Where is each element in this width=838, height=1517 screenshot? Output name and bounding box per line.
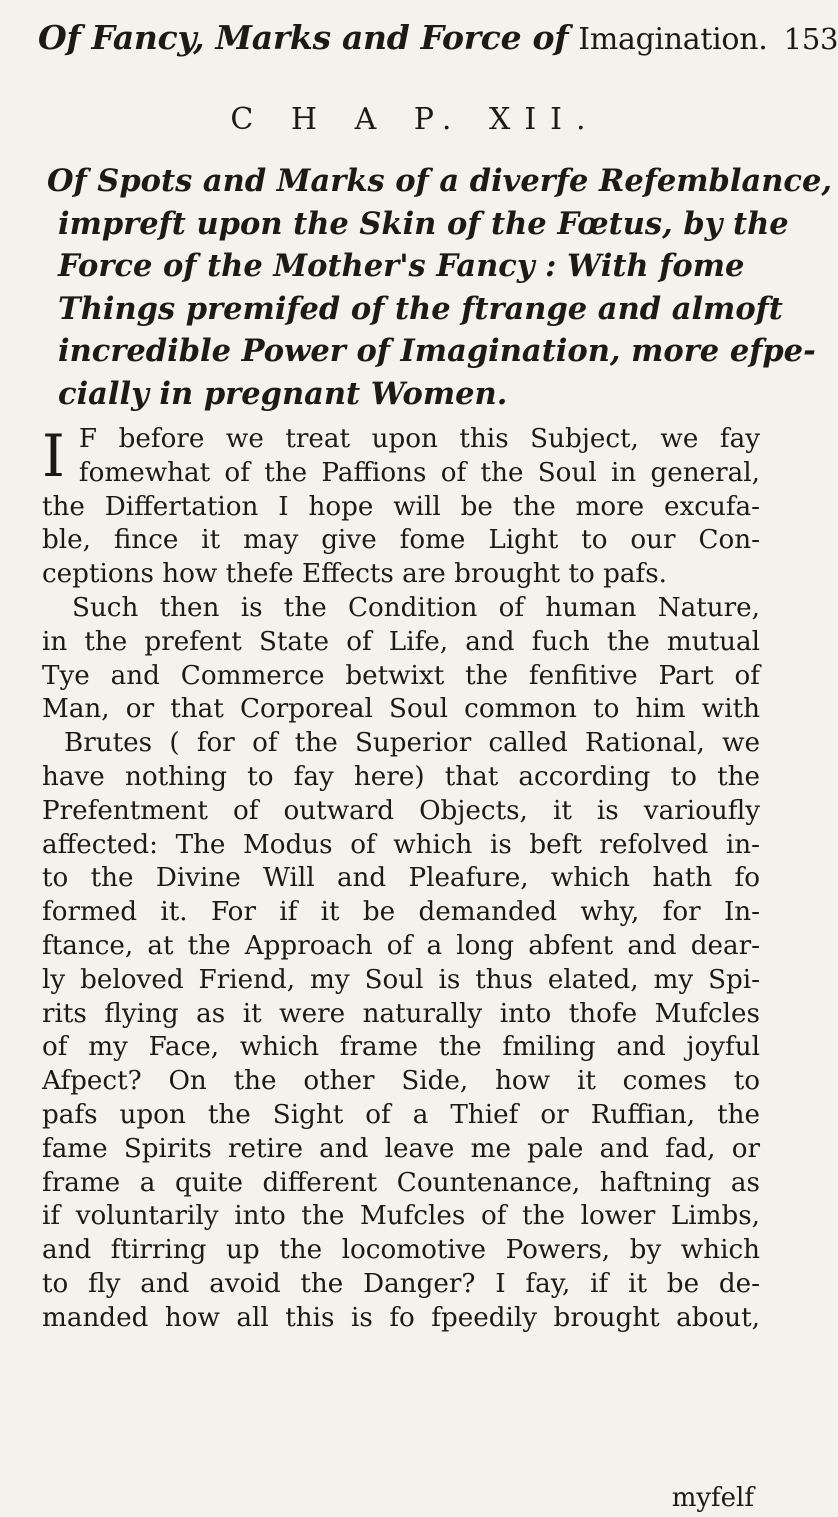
text-line: Prefentment of outward Objects, it is varioufly [42,795,760,826]
page-number: 153 [783,22,838,56]
text-line: pafs upon the Sight of a Thief or Ruffian, the [42,1099,760,1130]
chapter-label: C H A P. XII. [230,102,600,137]
chapter-title [47,160,832,415]
text-line: ftance, at the Approach of a long abfent and dear- [42,930,760,961]
drop-cap: I [42,422,65,490]
text-line: to the Divine Will and Pleafure, which hath fo [42,863,760,894]
text-line: affected: The Modus of which is beft refolved in- [42,829,760,860]
text-line: manded how all this is fo fpeedily brought about, [42,1302,760,1333]
body-text [42,423,760,1336]
text-line: to fly and avoid the Danger? I fay, if it be de- [42,1268,760,1299]
text-line: Afpect? On the other Side, how it comes to [42,1066,760,1097]
text-line: rits flying as it were naturally into thofe Mufcles [42,998,760,1029]
chapter-title-line: Things premifed of the ftrange and almoft [58,290,783,327]
text-line: the Differtation I hope will be the more excufa- [42,491,760,522]
text-line: have nothing to fay here) that according to the [42,761,760,792]
text-line: Such then is the Condition of human Nature, [72,592,760,623]
text-line: fame Spirits retire and leave me pale and fad, or [42,1133,760,1164]
text-line: Tye and Commerce betwixt the fenfitive Part of [42,660,760,691]
chapter-title-line: incredible Power of Imagination, more efpe- [58,333,816,369]
text-line: formed it. For if it be demanded why, for In- [42,897,760,928]
text-line: ceptions how thefe Effects are brought to pafs. [42,559,667,590]
running-head-word: Imagination. [578,22,768,57]
text-line: of my Face, which frame the fmiling and joyful [42,1032,760,1063]
chapter-title-line: Of Spots and Marks of a diverfe Refemblance, [47,163,832,199]
text-line: in the prefent State of Life, and fuch the mutual [42,626,760,657]
text-line: F before we treat upon this Subject, we fay [78,424,760,454]
running-head-title: Of Fancy, Marks and Force of [38,18,569,57]
chapter-title-line: impreft upon the Skin of the Fœtus, by the [58,205,789,242]
text-line: and ftirring up the locomotive Powers, by which [42,1235,760,1266]
text-line: frame a quite different Countenance, haftning as [42,1167,760,1198]
text-line: Man, or that Corporeal Soul common to him with [42,694,760,725]
chapter-title-line: Force of the Mother's Fancy : With fome [58,248,745,284]
text-line: ly beloved Friend, my Soul is thus elated, my Spi- [42,964,760,995]
text-line: Brutes ( for of the Superior called Rational, we [64,728,760,759]
text-line: ble, fince it may give fome Light to our Con- [42,525,760,556]
text-line: fomewhat of the Paffions of the Soul in general, [78,457,760,488]
catchword: myfelf [671,1483,754,1513]
text-line: if voluntarily into the Mufcles of the lower Limbs, [42,1201,760,1232]
running-head [38,18,838,57]
chapter-title-line: cially in pregnant Women. [58,375,508,412]
